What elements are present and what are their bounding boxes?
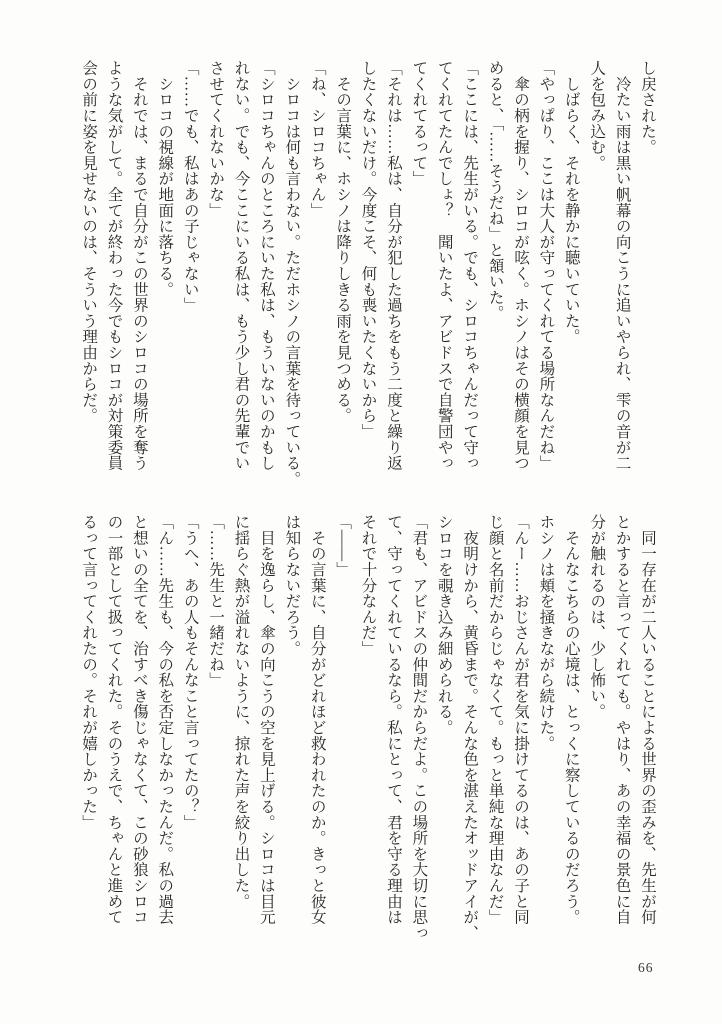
text-line: 夜明けから、黄昏まで。そんな色を湛えたオッドアイが、 (461, 514, 479, 941)
text-line: 「ん……先生も、今の私を否定しなかったんだ。私の過去 (156, 514, 174, 925)
text-line: シロコを覗き込み細められる。 (435, 514, 453, 736)
page-number: 66 (638, 960, 654, 975)
text-line: しばらく、それを静かに聴いていた。 (562, 60, 580, 345)
text-line: て、守ってくれているなら。私にとって、君を守る理由は (384, 514, 402, 925)
text-line: 冷たい雨は黒い帆幕の向こうに追いやられ、雫の音が二 (613, 60, 631, 471)
text-tier-upper (60, 60, 660, 487)
text-line: は知らないだろう。 (283, 514, 301, 657)
text-line: れない。でも、今ここにいる私は、もう少し君の先輩でい (232, 60, 250, 471)
text-line: 「うへ、あの人もそんなこと言ってたの？」 (181, 514, 199, 830)
text-line: 同一存在が二人いることによる世界の歪みを、先生が何 (639, 514, 656, 925)
text-line: めると、「……そうだね」と頷いた。 (486, 60, 504, 321)
text-line: させてくれないかな」 (207, 60, 225, 218)
text-line: それで十分なんだ」 (359, 514, 377, 657)
text-line: 「それは……私は、自分が犯した過ちをもう二度と繰り返 (384, 60, 402, 471)
text-line: てくれてたんでしょ？ 聞いたよ、アビドスで自警団やっ (435, 60, 453, 471)
text-line: 傘の柄を握り、シロコが呟く。ホシノはその横顔を見つ (511, 60, 529, 471)
text-line: 「ね、シロコちゃん」 (308, 60, 326, 218)
text-line: 目を逸らし、傘の向こうの空を見上げる。シロコは目元 (257, 514, 275, 925)
text-line: と想いの全てを、治すべき傷じゃなくて、この砂狼シロコ (130, 514, 148, 925)
text-line: の一部として扱ってくれた。そのうえで、ちゃんと進めて (105, 514, 123, 925)
text-line: 「……でも、私はあの子じゃない」 (181, 60, 199, 313)
text-line: そんなこちらの心境は、とっくに察しているのだろう。 (562, 514, 580, 925)
text-line: 人を包み込む。 (588, 60, 606, 171)
text-line: シロコの視線が地面に落ちる。 (156, 60, 174, 297)
text-line: 「んー……おじさんが君を気に掛けてるのは、あの子と同 (511, 514, 529, 925)
text-line: 「――」 (334, 514, 352, 578)
text-line: に揺らぐ熱が溢れないように、掠れた声を絞り出した。 (232, 514, 250, 909)
text-line: それでは、まるで自分がこの世界のシロコの場所を奪う (130, 60, 148, 471)
text-line: 「シロコちゃんのところにいた私は、もういないのかもし (257, 60, 275, 471)
text-tier-lower (60, 514, 660, 941)
text-line: てくれてるって」 (410, 60, 428, 187)
text-line: シロコは何も言わない。ただホシノの言葉を待っている。 (283, 60, 301, 487)
text-line: 会の前に姿を見せないのは、そういう理由からだ。 (80, 60, 98, 424)
text-line: 「ここには、先生がいる。でも、シロコちゃんだって守っ (461, 60, 479, 471)
text-line: 「……先生と一緒だね」 (207, 514, 225, 688)
text-line: 「君も、アビドスの仲間だからだよ。この場所を大切に思っ (410, 514, 428, 941)
text-line: 「やっぱり、ここは大人が守ってくれてる場所なんだね」 (537, 60, 555, 471)
text-line: とかすると言ってくれても。やはり、あの幸福の景色に自 (613, 514, 631, 925)
text-line: ような気がして。全てが終わった今でもシロコが対策委員 (105, 60, 123, 471)
text-line: ホシノは頬を掻きながら続けた。 (537, 514, 555, 751)
text-line: その言葉に、自分がどれほど救われたのか。きっと彼女 (308, 514, 326, 925)
text-line: るって言ってくれたの。それが嬉しかった」 (80, 514, 98, 830)
text-line: その言葉に、ホシノは降りしきる雨を見つめる。 (334, 60, 352, 424)
text-line: 分が触れるのは、少し怖い。 (588, 514, 606, 720)
text-line: し戻された。 (639, 60, 656, 155)
text-line: したくないだけ。今度こそ、何も喪いたくないから」 (359, 60, 377, 440)
text-line: じ顔と名前だからじゃなくて。もっと単純な理由なんだ」 (486, 514, 504, 925)
